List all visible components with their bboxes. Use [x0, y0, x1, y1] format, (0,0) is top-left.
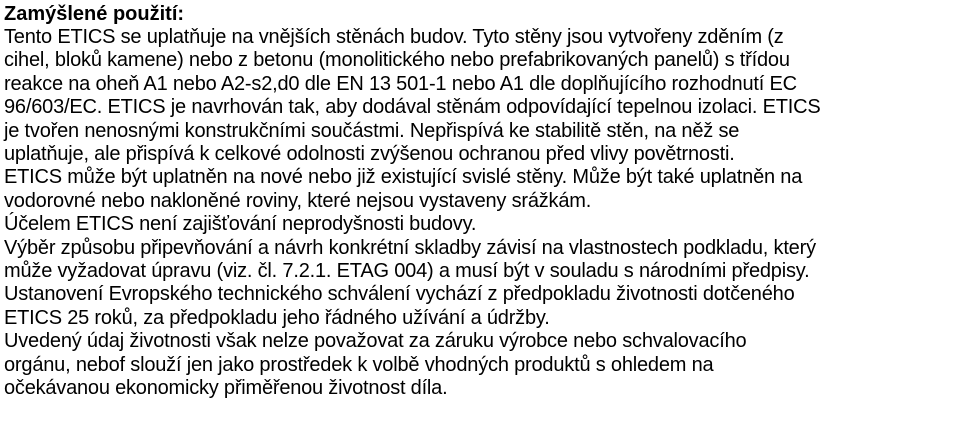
text-line: je tvořen nenosnými konstrukčními součástmi. Nepřispívá ke stabilitě stěn, na něž se — [4, 119, 740, 142]
text-line: Výběr způsobu připevňování a návrh konkrétní skladby závisí na vlastnostech podkladu, který — [4, 236, 816, 259]
section-heading: Zamýšlené použití: — [4, 3, 185, 25]
text-line: Účelem ETICS není zajišťování neprodyšnosti budovy. — [4, 213, 477, 236]
text-line: Ustanovení Evropského technického schválení vychází z předpokladu životnosti dotčeného — [4, 283, 795, 306]
text-line: může vyžadovat úpravu (viz. čl. 7.2.1. ETAG 004) a musí být v souladu s národními předpisy. — [4, 260, 810, 283]
text-line: cihel, bloků kamene) nebo z betonu (monolitického nebo prefabrikovaných panelů) s třídou — [4, 49, 790, 72]
text-line: ETICS 25 roků, za předpokladu jeho řádného užívání a údržby. — [4, 306, 550, 329]
text-line: reakce na oheň A1 nebo A2-s2,d0 dle EN 13 501-1 nebo A1 dle doplňujícího rozhodnutí EC — [4, 72, 797, 95]
text-line: očekávanou ekonomicky přiměřenou životnost díla. — [4, 377, 448, 400]
text-line: vodorovné nebo nakloněné roviny, které nejsou vystaveny srážkám. — [4, 189, 592, 212]
text-line: ETICS může být uplatněn na nové nebo již existující svislé stěny. Může být také uplatněn na — [4, 166, 803, 189]
text-line: 96/603/EC. ETICS je navrhován tak, aby dodával stěnám odpovídající tepelnou izolaci. ETICS — [4, 96, 821, 119]
document-page — [4, 0, 958, 401]
text-line: uplatňuje, ale přispívá k celkové odolnosti zvýšenou ochranou před vlivy povětrnosti. — [4, 143, 735, 166]
section-body — [4, 26, 958, 401]
text-line: Tento ETICS se uplatňuje na vnějších stěnách budov. Tyto stěny jsou vytvořeny zděním (z — [4, 26, 784, 48]
text-line: orgánu, nebof slouží jen jako prostředek k volbě vhodných produktů s ohledem na — [4, 353, 714, 376]
text-line: Uvedený údaj životnosti však nelze považovat za záruku výrobce nebo schvalovacího — [4, 330, 747, 353]
